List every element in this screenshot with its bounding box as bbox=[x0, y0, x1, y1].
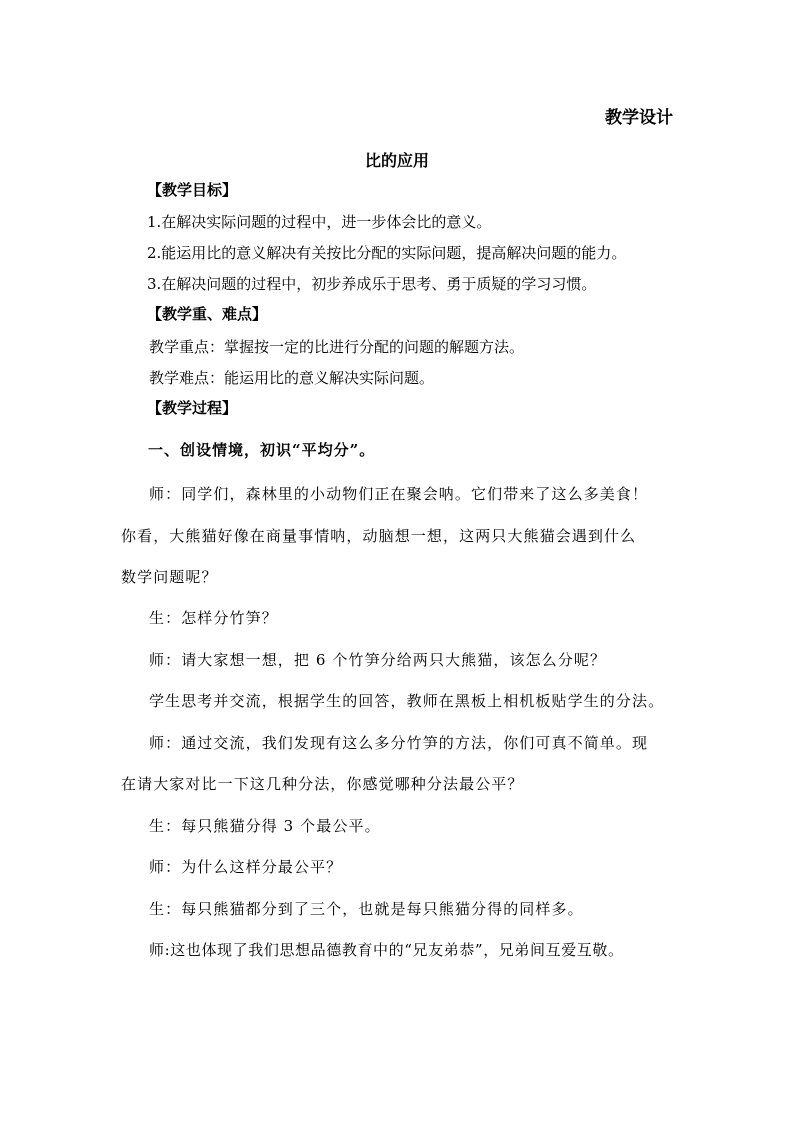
process-heading: 【教学过程】 bbox=[147, 399, 238, 417]
objective-item-1: 1.在解决实际问题的过程中，进一步体会比的意义。 bbox=[147, 213, 492, 231]
paragraph-4: 学生思考并交流，根据学生的回答，教师在黑板上相机板贴学生的分法。 bbox=[149, 692, 665, 710]
objective-item-2: 2.能运用比的意义解决有关按比分配的实际问题，提高解决问题的能力。 bbox=[147, 244, 627, 262]
key-point-focus: 教学重点：掌握按一定的比进行分配的问题的解题方法。 bbox=[149, 338, 525, 356]
paragraph-6: 生：每只熊猫分得 3 个最公平。 bbox=[149, 817, 381, 835]
key-point-difficulty: 教学难点：能运用比的意义解决实际问题。 bbox=[149, 369, 435, 387]
paragraph-1-line-1: 师：同学们，森林里的小动物们正在聚会呐。它们带来了这么多美食！ bbox=[149, 485, 649, 503]
paragraph-2: 生：怎样分竹笋？ bbox=[149, 609, 278, 627]
step1-title: 一、创设情境，初识“平均分”。 bbox=[148, 441, 376, 459]
paragraph-5-line-1: 师：通过交流，我们发现有这么多分竹笋的方法，你们可真不简单。现 bbox=[149, 734, 649, 752]
paragraph-3: 师：请大家想一想，把 6 个竹笋分给两只大熊猫，该怎么分呢？ bbox=[149, 651, 607, 669]
objectives-heading: 【教学目标】 bbox=[147, 181, 238, 199]
document-title: 比的应用 bbox=[364, 151, 429, 170]
paragraph-8: 生：每只熊猫都分到了三个，也就是每只熊猫分得的同样多。 bbox=[149, 900, 584, 918]
objective-item-3: 3.在解决问题的过程中，初步养成乐于思考、勇于质疑的学习习惯。 bbox=[147, 275, 597, 293]
paragraph-5-line-2: 在请大家对比一下这几种分法，你感觉哪种分法最公平？ bbox=[121, 775, 524, 793]
key-points-heading: 【教学重、难点】 bbox=[147, 305, 268, 323]
paragraph-1-line-2: 你看，大熊猫好像在商量事情呐，动脑想一想，这两只大熊猫会遇到什么 bbox=[121, 527, 637, 545]
header-label: 教学设计 bbox=[605, 108, 673, 128]
paragraph-9: 师:这也体现了我们思想品德教育中的“兄友弟恭”，兄弟间互爱互敬。 bbox=[149, 941, 624, 959]
paragraph-7: 师：为什么这样分最公平？ bbox=[149, 858, 343, 876]
paragraph-1-line-3: 数学问题呢？ bbox=[121, 568, 218, 586]
